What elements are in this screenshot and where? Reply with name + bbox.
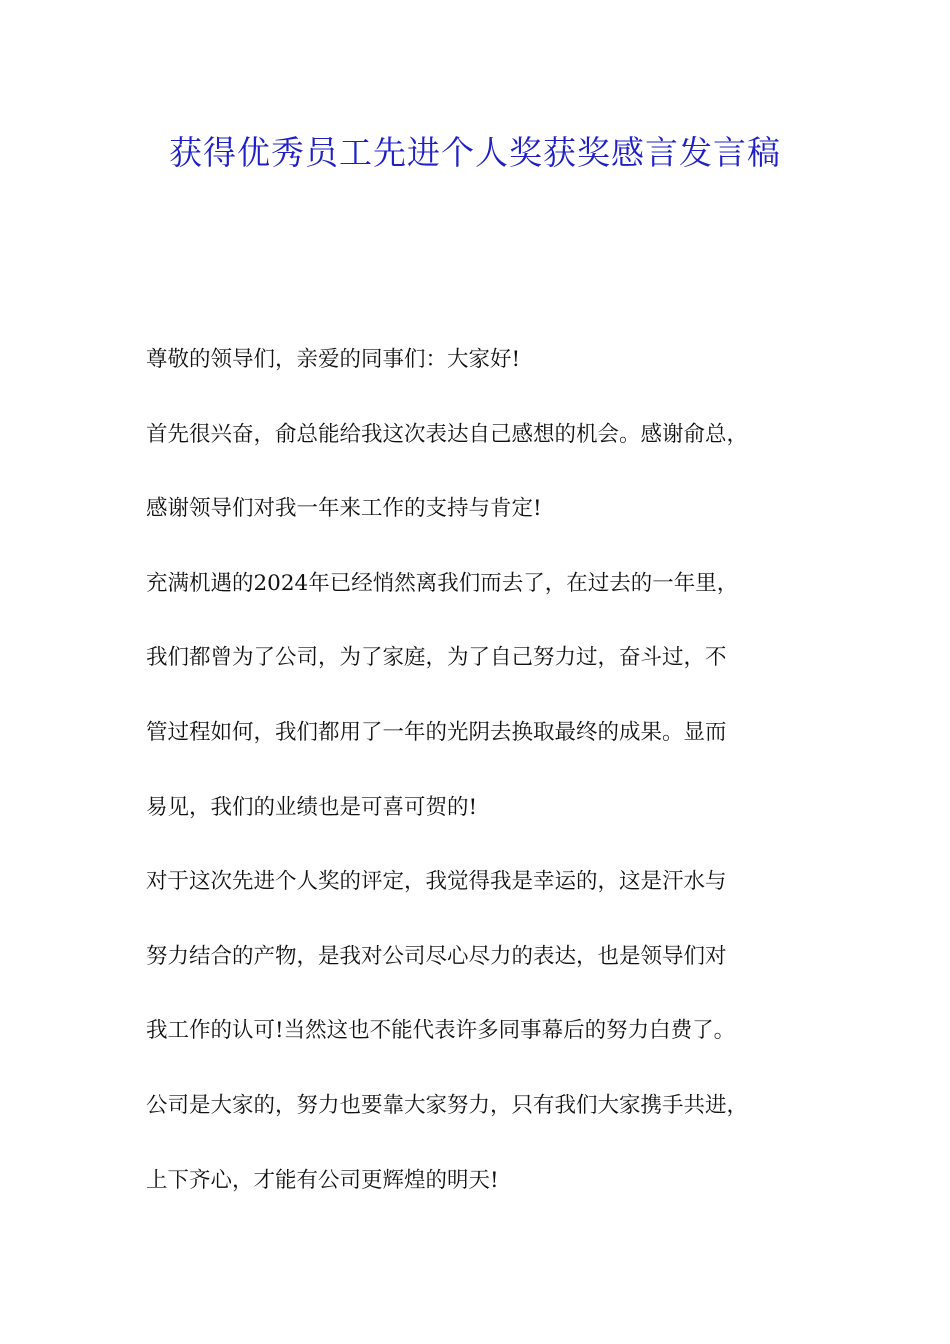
body-line-2: 首先很兴奋，俞总能给我这次表达自己感想的机会。感谢俞总， — [146, 421, 749, 447]
body-line-6: 管过程如何，我们都用了一年的光阴去换取最终的成果。显而 — [146, 719, 727, 745]
body-line-7: 易见，我们的业绩也是可喜可贺的! — [146, 794, 478, 820]
document-body — [146, 336, 836, 1231]
body-line-8: 对于这次先进个人奖的评定，我觉得我是幸运的，这是汗水与 — [146, 869, 727, 895]
body-line-11: 公司是大家的，努力也要靠大家努力，只有我们大家携手共进， — [146, 1092, 749, 1118]
body-line-5: 我们都曾为了公司，为了家庭，为了自己努力过，奋斗过，不 — [146, 645, 727, 671]
body-line-10: 我工作的认可!当然这也不能代表许多同事幕后的努力白费了。 — [146, 1018, 736, 1044]
body-line-9: 努力结合的产物，是我对公司尽心尽力的表达，也是领导们对 — [146, 943, 727, 969]
body-line-1: 尊敬的领导们，亲爱的同事们：大家好! — [146, 347, 521, 372]
body-line-4: 充满机遇的2024年已经悄然离我们而去了，在过去的一年里， — [146, 570, 739, 596]
document-title: 获得优秀员工先进个人奖获奖感言发言稿 — [169, 133, 781, 172]
body-line-3: 感谢领导们对我一年来工作的支持与肯定! — [146, 496, 542, 522]
body-line-12: 上下齐心，才能有公司更辉煌的明天! — [146, 1167, 499, 1193]
